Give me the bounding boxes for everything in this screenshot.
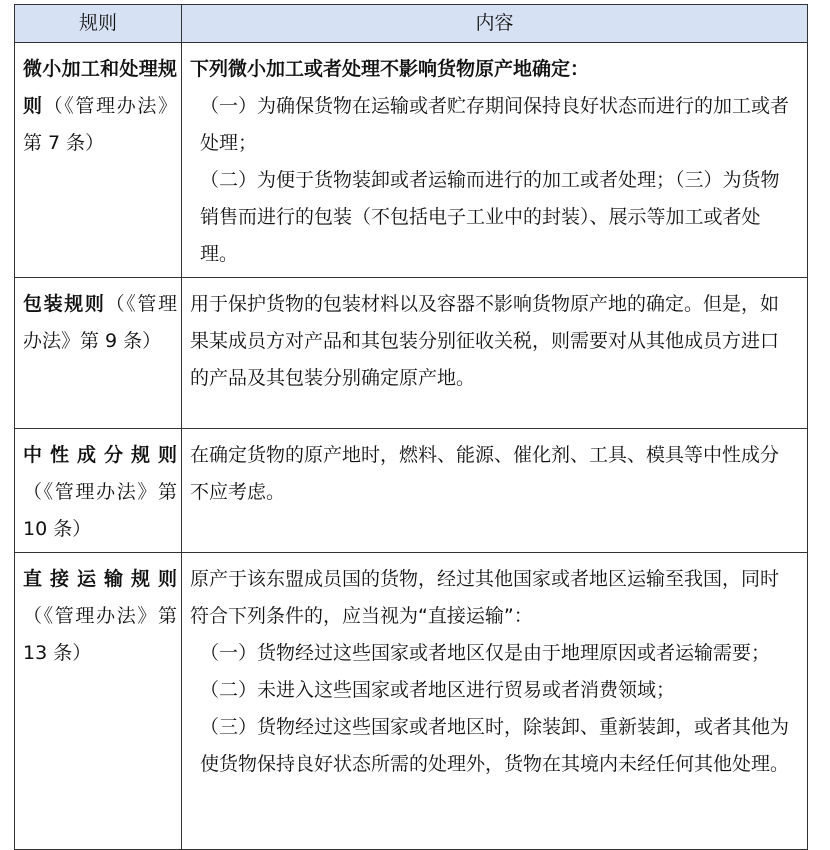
rule-name: 微小加工和处理规则 [23,58,177,117]
rule-name: 直接运输规则 [23,568,177,590]
rule-cell [15,278,182,429]
content-paragraph: 原产于该东盟成员国的货物，经过其他国家或者地区运输至我国，同时符合下列条件的，应当视为“直接运输”： [190,568,780,627]
table-row [15,278,808,429]
content-cell [182,429,808,553]
header-rule: 规则 [15,5,182,43]
content-paragraph: 在确定货物的原产地时，燃料、能源、催化剂、工具、模具等中性成分不应考虑。 [190,444,780,503]
rule-name: 中性成分规则 [23,444,177,466]
content-cell [182,553,808,850]
rules-table [14,4,808,850]
content-paragraph: （一）货物经过这些国家或者地区仅是由于地理原因或者运输需要； [200,642,771,664]
content-paragraph: （二）为便于货物装卸或者运输而进行的加工或者处理；（三）为货物销售而进行的包装（不包括电子工业中的封装）、展示等加工或者处理。 [200,169,780,265]
table-row [15,553,808,850]
rule-cell [15,43,182,278]
rule-cell [15,429,182,553]
content-cell [182,43,808,278]
table-row [15,43,808,278]
header-row [15,5,808,43]
rule-name: 包装规则 [23,293,106,315]
content-paragraph: 用于保护货物的包装材料以及容器不影响货物原产地的确定。但是，如果某成员方对产品和其包装分别征收关税，则需要对从其他成员方进口的产品及其包装分别确定原产地。 [190,293,780,389]
header-content: 内容 [182,5,808,43]
content-cell [182,278,808,429]
rule-reference: （《管理办法》第 10 条） [23,481,177,540]
content-paragraph: （三）货物经过这些国家或者地区时，除装卸、重新装卸，或者其他为使货物保持良好状态所需的处理外，货物在其境内未经任何其他处理。 [200,716,790,775]
content-title: 下列微小加工或者处理不影响货物原产地确定： [190,58,590,80]
content-paragraph: （二）未进入这些国家或者地区进行贸易或者消费领域； [200,679,676,701]
rule-reference: （《管理办法》第 13 条） [23,605,177,664]
content-paragraph: （一）为确保货物在运输或者贮存期间保持良好状态而进行的加工或者处理； [200,95,790,154]
rule-reference: （《管理办法》第 9 条） [23,293,177,352]
table-row [15,429,808,553]
rule-reference: （《管理办法》第 7 条） [23,95,177,154]
rule-cell [15,553,182,850]
